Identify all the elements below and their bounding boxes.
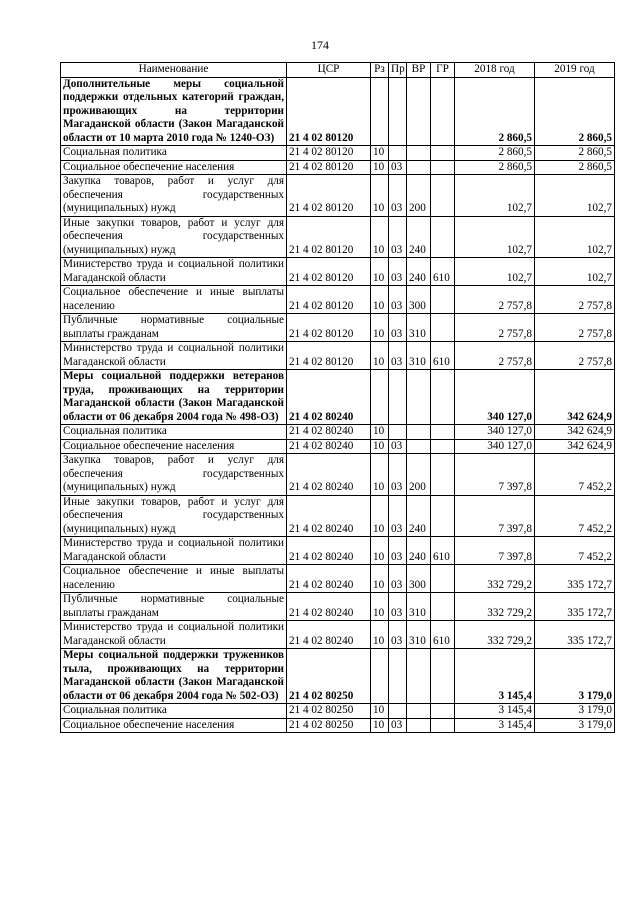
cell-name: Иные закупки товаров, работ и услуг для обеспечения государственных (муниципальных) нужд [61,216,287,258]
cell-pr: 03 [389,565,407,593]
header-vr: ВР [407,63,431,78]
cell-2019: 102,7 [535,175,615,217]
cell-csr: 21 4 02 80240 [287,425,371,440]
cell-gr [431,495,455,537]
header-2019: 2019 год [535,63,615,78]
cell-rz: 10 [371,146,389,161]
cell-vr [407,370,431,425]
header-row [61,63,615,78]
cell-vr [407,649,431,704]
cell-pr: 03 [389,537,407,565]
cell-2018: 340 127,0 [455,370,535,425]
cell-vr: 310 [407,621,431,649]
cell-gr [431,216,455,258]
cell-2019: 3 179,0 [535,718,615,733]
cell-pr [389,649,407,704]
cell-name: Социальное обеспечение и иные выплаты населению [61,565,287,593]
cell-gr [431,593,455,621]
cell-pr [389,370,407,425]
cell-rz: 10 [371,704,389,719]
cell-csr: 21 4 02 80120 [287,146,371,161]
cell-2019: 2 757,8 [535,314,615,342]
cell-2019: 335 172,7 [535,565,615,593]
cell-2019: 3 179,0 [535,704,615,719]
cell-gr [431,160,455,175]
cell-rz: 10 [371,286,389,314]
table-row [61,454,615,496]
cell-pr: 03 [389,495,407,537]
cell-rz [371,370,389,425]
cell-csr: 21 4 02 80120 [287,77,371,146]
cell-rz: 10 [371,593,389,621]
cell-pr: 03 [389,621,407,649]
header-rz: Рз [371,63,389,78]
cell-2018: 2 757,8 [455,342,535,370]
cell-pr: 03 [389,286,407,314]
cell-csr: 21 4 02 80240 [287,495,371,537]
cell-2019: 335 172,7 [535,621,615,649]
cell-csr: 21 4 02 80120 [287,160,371,175]
cell-2018: 3 145,4 [455,718,535,733]
cell-vr: 240 [407,495,431,537]
cell-name: Министерство труда и социальной политики Магаданской области [61,621,287,649]
cell-name: Социальное обеспечение населения [61,439,287,454]
table-row [61,314,615,342]
cell-2018: 2 757,8 [455,314,535,342]
cell-name: Социальное обеспечение населения [61,718,287,733]
cell-2018: 7 397,8 [455,537,535,565]
cell-gr [431,649,455,704]
cell-2019: 7 452,2 [535,495,615,537]
cell-vr [407,704,431,719]
cell-2019: 2 860,5 [535,146,615,161]
cell-vr [407,160,431,175]
cell-pr: 03 [389,718,407,733]
table-row [61,649,615,704]
cell-2018: 2 860,5 [455,77,535,146]
cell-2019: 335 172,7 [535,593,615,621]
header-csr: ЦСР [287,63,371,78]
cell-csr: 21 4 02 80120 [287,314,371,342]
cell-gr [431,146,455,161]
cell-2019: 2 757,8 [535,342,615,370]
table-row [61,216,615,258]
cell-csr: 21 4 02 80120 [287,258,371,286]
cell-2018: 332 729,2 [455,593,535,621]
cell-pr [389,77,407,146]
cell-pr: 03 [389,454,407,496]
cell-2019: 3 179,0 [535,649,615,704]
cell-pr [389,146,407,161]
cell-2018: 332 729,2 [455,565,535,593]
table-row [61,593,615,621]
cell-rz [371,77,389,146]
table-row [61,146,615,161]
cell-name: Социальная политика [61,425,287,440]
cell-2019: 102,7 [535,216,615,258]
table-row [61,439,615,454]
cell-gr [431,175,455,217]
header-name: Наименование [61,63,287,78]
cell-2019: 7 452,2 [535,537,615,565]
cell-name: Министерство труда и социальной политики Магаданской области [61,342,287,370]
cell-csr: 21 4 02 80240 [287,565,371,593]
cell-pr [389,704,407,719]
cell-2019: 342 624,9 [535,425,615,440]
header-pr: Пр [389,63,407,78]
cell-rz: 10 [371,160,389,175]
cell-name: Социальная политика [61,704,287,719]
cell-gr: 610 [431,537,455,565]
cell-vr [407,439,431,454]
cell-name: Социальное обеспечение и иные выплаты населению [61,286,287,314]
cell-name: Социальное обеспечение населения [61,160,287,175]
cell-name: Закупка товаров, работ и услуг для обеспечения государственных (муниципальных) нужд [61,454,287,496]
header-gr: ГР [431,63,455,78]
cell-csr: 21 4 02 80240 [287,621,371,649]
table-row [61,704,615,719]
cell-vr: 300 [407,286,431,314]
cell-2018: 102,7 [455,175,535,217]
cell-vr [407,718,431,733]
table-row [61,495,615,537]
cell-vr [407,77,431,146]
cell-gr [431,454,455,496]
cell-rz: 10 [371,342,389,370]
cell-csr: 21 4 02 80240 [287,454,371,496]
cell-2018: 340 127,0 [455,439,535,454]
cell-csr: 21 4 02 80120 [287,286,371,314]
cell-name: Министерство труда и социальной политики Магаданской области [61,537,287,565]
cell-gr [431,314,455,342]
cell-gr [431,286,455,314]
cell-gr [431,425,455,440]
cell-gr [431,704,455,719]
table-row [61,175,615,217]
table-row [61,425,615,440]
cell-name: Публичные нормативные социальные выплаты гражданам [61,314,287,342]
table-row [61,621,615,649]
cell-rz: 10 [371,439,389,454]
cell-rz: 10 [371,216,389,258]
cell-rz: 10 [371,258,389,286]
header-2018: 2018 год [455,63,535,78]
cell-rz: 10 [371,454,389,496]
cell-2018: 3 145,4 [455,649,535,704]
cell-2019: 2 860,5 [535,160,615,175]
cell-rz: 10 [371,565,389,593]
cell-2018: 2 860,5 [455,146,535,161]
table-row [61,258,615,286]
cell-name: Меры социальной поддержки тружеников тыла, проживающих на территории Магаданской области (Закон Магаданской области от 06 декабря 2004 года № 502-ОЗ) [61,649,287,704]
cell-rz: 10 [371,621,389,649]
cell-vr [407,425,431,440]
cell-gr: 610 [431,258,455,286]
cell-csr: 21 4 02 80250 [287,704,371,719]
cell-2018: 2 757,8 [455,286,535,314]
cell-rz: 10 [371,175,389,217]
cell-rz [371,649,389,704]
cell-name: Дополнительные меры социальной поддержки отдельных категорий граждан, проживающих на территории Магаданской области (Закон Магаданской области от 10 марта 2010 года № 1240-ОЗ) [61,77,287,146]
cell-gr [431,370,455,425]
cell-2019: 2 757,8 [535,286,615,314]
cell-rz: 10 [371,314,389,342]
cell-csr: 21 4 02 80250 [287,718,371,733]
cell-pr: 03 [389,258,407,286]
cell-pr: 03 [389,342,407,370]
cell-pr: 03 [389,314,407,342]
cell-gr [431,77,455,146]
cell-name: Меры социальной поддержки ветеранов труда, проживающих на территории Магаданской области (Закон Магаданской области от 06 декабря 2004 года № 498-ОЗ) [61,370,287,425]
cell-2019: 102,7 [535,258,615,286]
cell-gr [431,718,455,733]
cell-vr: 310 [407,342,431,370]
cell-vr: 240 [407,216,431,258]
cell-name: Публичные нормативные социальные выплаты гражданам [61,593,287,621]
cell-vr: 310 [407,593,431,621]
cell-pr: 03 [389,439,407,454]
cell-rz: 10 [371,718,389,733]
cell-name: Иные закупки товаров, работ и услуг для обеспечения государственных (муниципальных) нужд [61,495,287,537]
cell-2018: 340 127,0 [455,425,535,440]
cell-2018: 102,7 [455,216,535,258]
cell-pr: 03 [389,160,407,175]
cell-rz: 10 [371,495,389,537]
cell-csr: 21 4 02 80120 [287,216,371,258]
cell-csr: 21 4 02 80120 [287,175,371,217]
cell-rz: 10 [371,537,389,565]
table-row [61,77,615,146]
cell-vr: 300 [407,565,431,593]
cell-vr: 240 [407,537,431,565]
cell-2019: 2 860,5 [535,77,615,146]
cell-vr: 310 [407,314,431,342]
cell-csr: 21 4 02 80240 [287,593,371,621]
cell-rz: 10 [371,425,389,440]
cell-csr: 21 4 02 80240 [287,537,371,565]
cell-2019: 342 624,9 [535,439,615,454]
cell-csr: 21 4 02 80240 [287,439,371,454]
table-row [61,565,615,593]
cell-pr: 03 [389,216,407,258]
cell-name: Министерство труда и социальной политики Магаданской области [61,258,287,286]
cell-vr: 200 [407,175,431,217]
cell-2018: 102,7 [455,258,535,286]
table-row [61,537,615,565]
cell-pr: 03 [389,593,407,621]
cell-name: Социальная политика [61,146,287,161]
table-row [61,370,615,425]
cell-2018: 7 397,8 [455,495,535,537]
cell-name: Закупка товаров, работ и услуг для обеспечения государственных (муниципальных) нужд [61,175,287,217]
table-row [61,718,615,733]
cell-2019: 342 624,9 [535,370,615,425]
cell-vr: 240 [407,258,431,286]
table-row [61,342,615,370]
table-row [61,160,615,175]
cell-2018: 7 397,8 [455,454,535,496]
cell-csr: 21 4 02 80120 [287,342,371,370]
cell-2018: 2 860,5 [455,160,535,175]
table-row [61,286,615,314]
cell-gr [431,565,455,593]
cell-vr [407,146,431,161]
cell-gr [431,439,455,454]
cell-gr: 610 [431,342,455,370]
cell-csr: 21 4 02 80250 [287,649,371,704]
cell-pr: 03 [389,175,407,217]
cell-gr: 610 [431,621,455,649]
page-number: 174 [311,38,329,52]
cell-2018: 332 729,2 [455,621,535,649]
cell-2018: 3 145,4 [455,704,535,719]
budget-table [60,62,615,733]
cell-vr: 200 [407,454,431,496]
cell-pr [389,425,407,440]
cell-2019: 7 452,2 [535,454,615,496]
cell-csr: 21 4 02 80240 [287,370,371,425]
